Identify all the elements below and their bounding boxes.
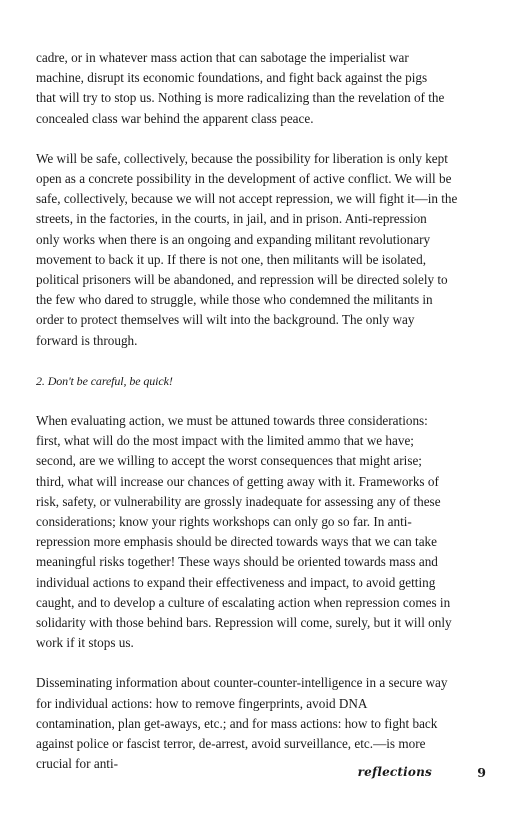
section-heading: 2. Don't be careful, be quick! [36, 373, 173, 388]
running-title: reflections [357, 765, 432, 779]
page-footer [0, 765, 528, 785]
paragraph-safety: We will be safe, collectively, because the possibility for liberation is only kept open as a concrete possibility in the development of active conflict. We will be safe, collectively, because we will not accept repression, we will fight it—in the streets, in the factories, in the courts, in jail, and in prison. Anti-repression only works when there is an ongoing and expanding militant revolutionary movement to back it up. If there is not one, then militants will be isolated, political prisoners will be abandoned, and repression will be directed solely to the few who dared to struggle, while those who condemned the militants in order to protect themselves will wilt into the background. The only way forward is through. [36, 150, 458, 348]
paragraph-disseminating: Disseminating information about counter-counter-intelligence in a secure way for individual actions: how to remove fingerprints, avoid DNA contamination, plan get-aways, etc.; and for mass actions: how to fight back against police or fascist terror, de-arrest, avoid surveillance, etc.—is more crucial for anti- [36, 675, 448, 772]
page-number: 9 [477, 765, 486, 780]
page-body [36, 48, 492, 795]
paragraph-continuation: cadre, or in whatever mass action that can sabotage the imperialist war machine, disrupt its economic foundations, and fight back against the pigs that will try to stop us. Nothing is more radicalizing than the revelation of the concealed class war behind the apparent class peace. [36, 50, 445, 126]
paragraph-evaluating-action: When evaluating action, we must be attuned towards three considerations: first, what will do the most impact with the limited ammo that we have; second, are we willing to accept the worst consequences that might arise; third, what will increase our chances of getting away with it. Frameworks of risk, safety, or vulnerability are grossly inadequate for assessing any of these considerations; know your rights workshops can only go so far. In anti- repression more emphasis should be directed towards ways that we can take meaningful risks together! These ways should be oriented towards mass and individual actions to expand their effectiveness and impact, to avoid getting caught, and to develop a culture of escalating action when repression comes in solidarity with those behind bars. Repression will come, surely, but it will only work if it stops us. [36, 413, 452, 651]
